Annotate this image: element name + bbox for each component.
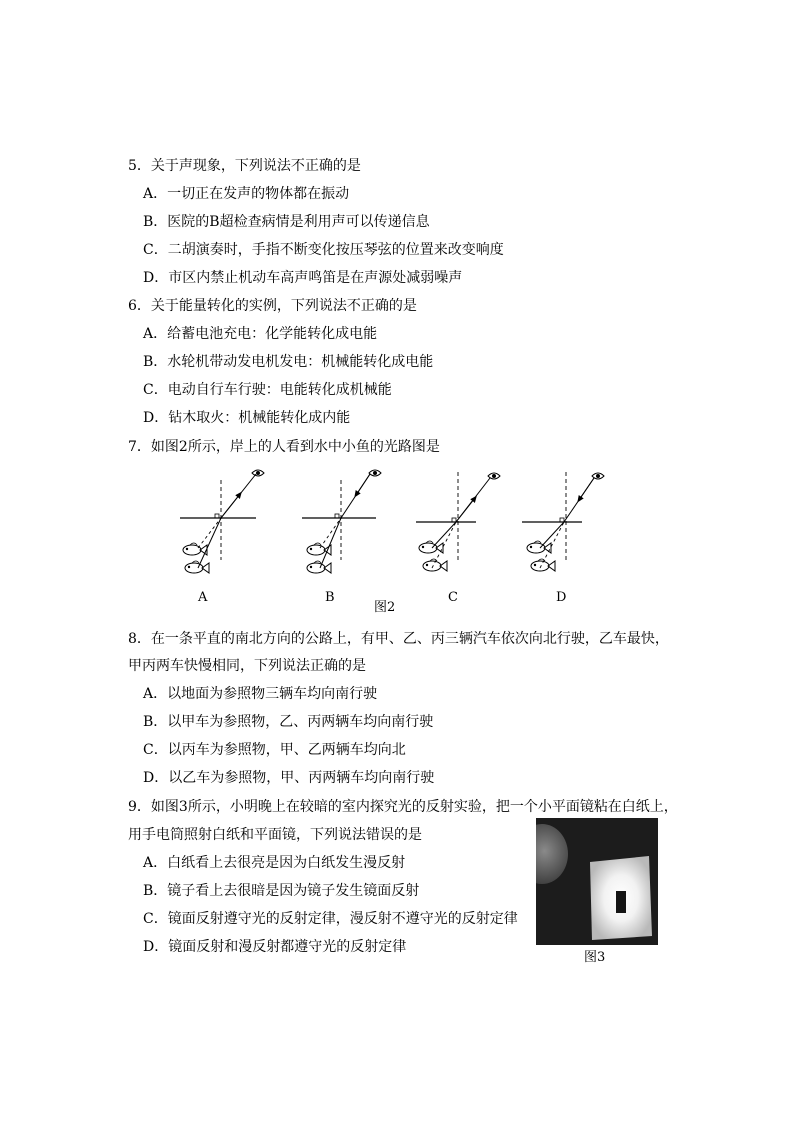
figure-2-panel-c [416,472,500,571]
question-9-option-c: C．镜面反射遵守光的反射定律，漫反射不遵守光的反射定律 [143,911,518,927]
question-8-option-b: B．以甲车为参照物，乙、丙两辆车均向南行驶 [143,714,434,730]
question-5-option-c: C．二胡演奏时，手指不断变化按压琴弦的位置来改变响度 [143,242,504,258]
figure-2-label-c: C [448,590,458,605]
question-5-option-d: D．市区内禁止机动车高声鸣笛是在声源处减弱噪声 [143,270,463,286]
question-5-option-a: A．一切正在发声的物体都在振动 [143,186,350,202]
question-5-option-b: B．医院的B超检查病情是利用声可以传递信息 [143,214,430,230]
question-8-option-a: A．以地面为参照物三辆车均向南行驶 [143,686,378,702]
figure-2-label-b: B [325,590,335,605]
question-9-option-b: B．镜子看上去很暗是因为镜子发生镜面反射 [143,883,420,899]
figure-2-panel-d [522,472,604,571]
question-6-option-d: D．钻木取火：机械能转化成内能 [143,410,351,426]
figure-2-label-d: D [556,590,567,605]
figure-2-caption: 图2 [374,600,396,615]
question-6-option-a: A．给蓄电池充电：化学能转化成电能 [143,326,378,342]
question-8-stem-line-1: 8．在一条平直的南北方向的公路上，有甲、乙、丙三辆汽车依次向北行驶，乙车最快， [128,631,669,647]
question-9-stem-line-1: 9．如图3所示，小明晚上在较暗的室内探究光的反射实验，把一个小平面镜粘在白纸上， [128,799,678,815]
figure-2-panel-b [302,470,381,573]
question-9-stem-line-2: 用手电筒照射白纸和平面镜，下列说法错误的是 [128,827,422,843]
question-6-stem: 6．关于能量转化的实例，下列说法不正确的是 [128,298,417,314]
figure-2-diagrams [170,460,610,585]
question-9-option-d: D．镜面反射和漫反射都遵守光的反射定律 [143,939,407,955]
question-8-stem-line-2: 甲丙两车快慢相同，下列说法正确的是 [128,658,366,674]
figure-3-photo [536,818,658,945]
figure-2-panel-a [180,470,264,573]
question-6-option-b: B．水轮机带动发电机发电：机械能转化成电能 [143,354,434,370]
question-6-option-c: C．电动自行车行驶：电能转化成机械能 [143,382,392,398]
question-5-stem: 5．关于声现象，下列说法不正确的是 [128,158,361,174]
question-7-stem: 7．如图2所示，岸上的人看到水中小鱼的光路图是 [128,439,440,455]
question-8-option-d: D．以乙车为参照物，甲、丙两辆车均向南行驶 [143,770,435,786]
question-8-option-c: C．以丙车为参照物，甲、乙两辆车均向北 [143,742,406,758]
figure-2-label-a: A [198,590,208,605]
figure-3-caption: 图3 [584,950,606,965]
question-9-option-a: A．白纸看上去很亮是因为白纸发生漫反射 [143,855,406,871]
